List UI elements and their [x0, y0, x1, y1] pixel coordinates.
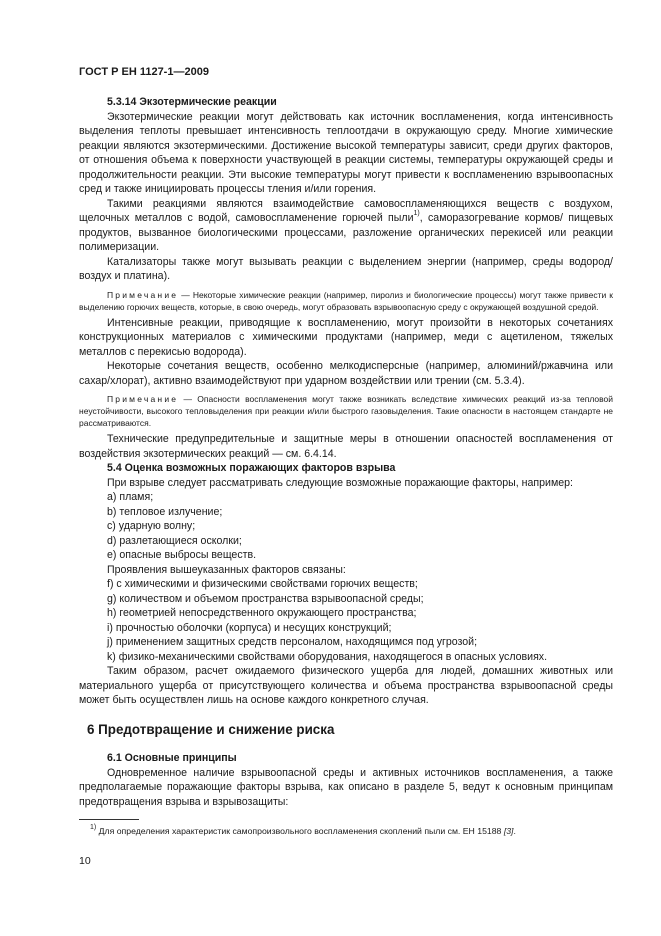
- list-item: b) тепловое излучение;: [107, 505, 223, 518]
- paragraph: Катализаторы также могут вызывать реакции с выделением энергии (например, среды водород/воздух и платина).: [79, 255, 613, 282]
- paragraph: Экзотермические реакции могут действовать как источник воспламенения, когда интенсивность выделения теплоты превышает интенсивность теплоотдачи в окружающую среду. Многие химические реакции являются экзотермическими. Достижение высокой температуры зависит, среди других факторов, от отношения объема к поверхности участвующей в реакции системы, температуры окружающей среды и продолжительности реакции. Эти высокие температуры могут привести к воспламенению взрывоопасных сред и также инициировать процессы тления и/или горения.: [79, 110, 613, 195]
- paragraph: [79, 197, 613, 255]
- footnote-mark: 1): [90, 824, 97, 832]
- list-item: c) ударную волну;: [107, 520, 196, 532]
- list-item: k) физико-механическими свойствами оборудования, находящегося в опасных условиях.: [107, 650, 548, 663]
- document-id-header: ГОСТ Р ЕН 1127-1—2009: [79, 66, 209, 78]
- section-6-title: 6 Предотвращение и снижение риска: [87, 721, 335, 737]
- list-item: a) пламя;: [107, 491, 154, 503]
- section-5-3-14-title: 5.3.14 Экзотермические реакции: [107, 96, 277, 108]
- list-item: g) количеством и объемом пространства взрывоопасной среды;: [107, 592, 424, 605]
- list-item: h) геометрией непосредственного окружающего пространства;: [107, 607, 417, 619]
- paragraph: Некоторые сочетания веществ, особенно мелкодисперсные (например, алюминий/ржавчина или сахар/хлорат), активно взаимодействуют при ударном воздействии или трении (см. 5.3.4).: [79, 360, 613, 387]
- list-item: i) прочностью оболочки (корпуса) и несущих конструкций;: [107, 621, 392, 634]
- paragraph: Одновременное наличие взрывоопасной среды и активных источников воспламенения, а также предполагаемые поражающие факторы взрыва, как описано в разделе 5, ведут к основным принципам предотвращения взрыва и взрывозащиты:: [79, 766, 613, 808]
- note-2: [79, 393, 613, 429]
- note-text: — Некоторые химические реакции (например, пиролиз и биологические процессы) могут также привести к выделению горючих веществ, которые, в свою очередь, могут образовать взрывоопасную среду с окружающей воздушной средой.: [79, 289, 613, 312]
- list-lead: Проявления вышеуказанных факторов связаны:: [107, 563, 346, 576]
- list-item: d) разлетающиеся осколки;: [107, 534, 242, 547]
- paragraph: Таким образом, расчет ожидаемого физического ущерба для людей, домашних животных или материального ущерба от присутствующего количества и объема пространства взрывоопасной среды может быть осуществлен лишь на основе каждого конкретного случая.: [79, 665, 613, 706]
- footnote-end: .: [513, 826, 516, 836]
- note-text: — Опасности воспламенения могут также возникать вследствие химических реакций из-за тепловой неустойчивости, высокого тепловыделения при реакции и/или быстрого газовыделения. Такие опасности в настоящем стандарте не рассматриваются.: [79, 394, 613, 428]
- text-run: Такими реакциями являются взаимодействие самовоспламеняющихся веществ с воздухом, щелочных металлов с водой, самовоспламенение горючей пыли: [79, 197, 613, 224]
- note-1: [79, 289, 613, 313]
- footnote-text: Для определения характеристик самопроизвольного воспламенения скоплений пыли см. ЕН 15188: [98, 826, 504, 836]
- section-5-4-title: 5.4 Оценка возможных поражающих факторов взрыва: [107, 462, 396, 474]
- list-lead: При взрыве следует рассматривать следующие возможные поражающие факторы, например:: [107, 476, 573, 489]
- page-content: [79, 95, 613, 809]
- paragraph: Интенсивные реакции, приводящие к воспламенению, могут произойти в некоторых сочетаниях конструкционных материалов с химическими продуктами (например, меди с ацетиленом, тяжелых металлов с перекисью водорода).: [79, 316, 613, 358]
- section-6-1-title: 6.1 Основные принципы: [107, 752, 237, 764]
- list-item: f) с химическими и физическими свойствами горючих веществ;: [107, 578, 418, 590]
- note-label: Примечание: [107, 394, 179, 404]
- footnote-reference: [3]: [503, 826, 514, 836]
- list-item: j) применением защитных средств персоналом, находящимся под угрозой;: [107, 636, 478, 648]
- footnote-mark: 1): [413, 210, 420, 218]
- text-run: , саморазогревание кормов/ пищевых продуктов, вызванное биологическими процессами, разложение органических перекисей или реакции полимеризации.: [79, 212, 613, 253]
- note-label: Примечание: [107, 289, 179, 300]
- footnote: [90, 826, 516, 836]
- list-item: e) опасные выбросы веществ.: [107, 549, 257, 561]
- paragraph: Технические предупредительные и защитные меры в отношении опасностей воспламенения от воздействия экзотермических реакций — см. 6.4.14.: [79, 433, 613, 460]
- footnote-divider: [79, 819, 139, 820]
- page-number: 10: [79, 855, 91, 867]
